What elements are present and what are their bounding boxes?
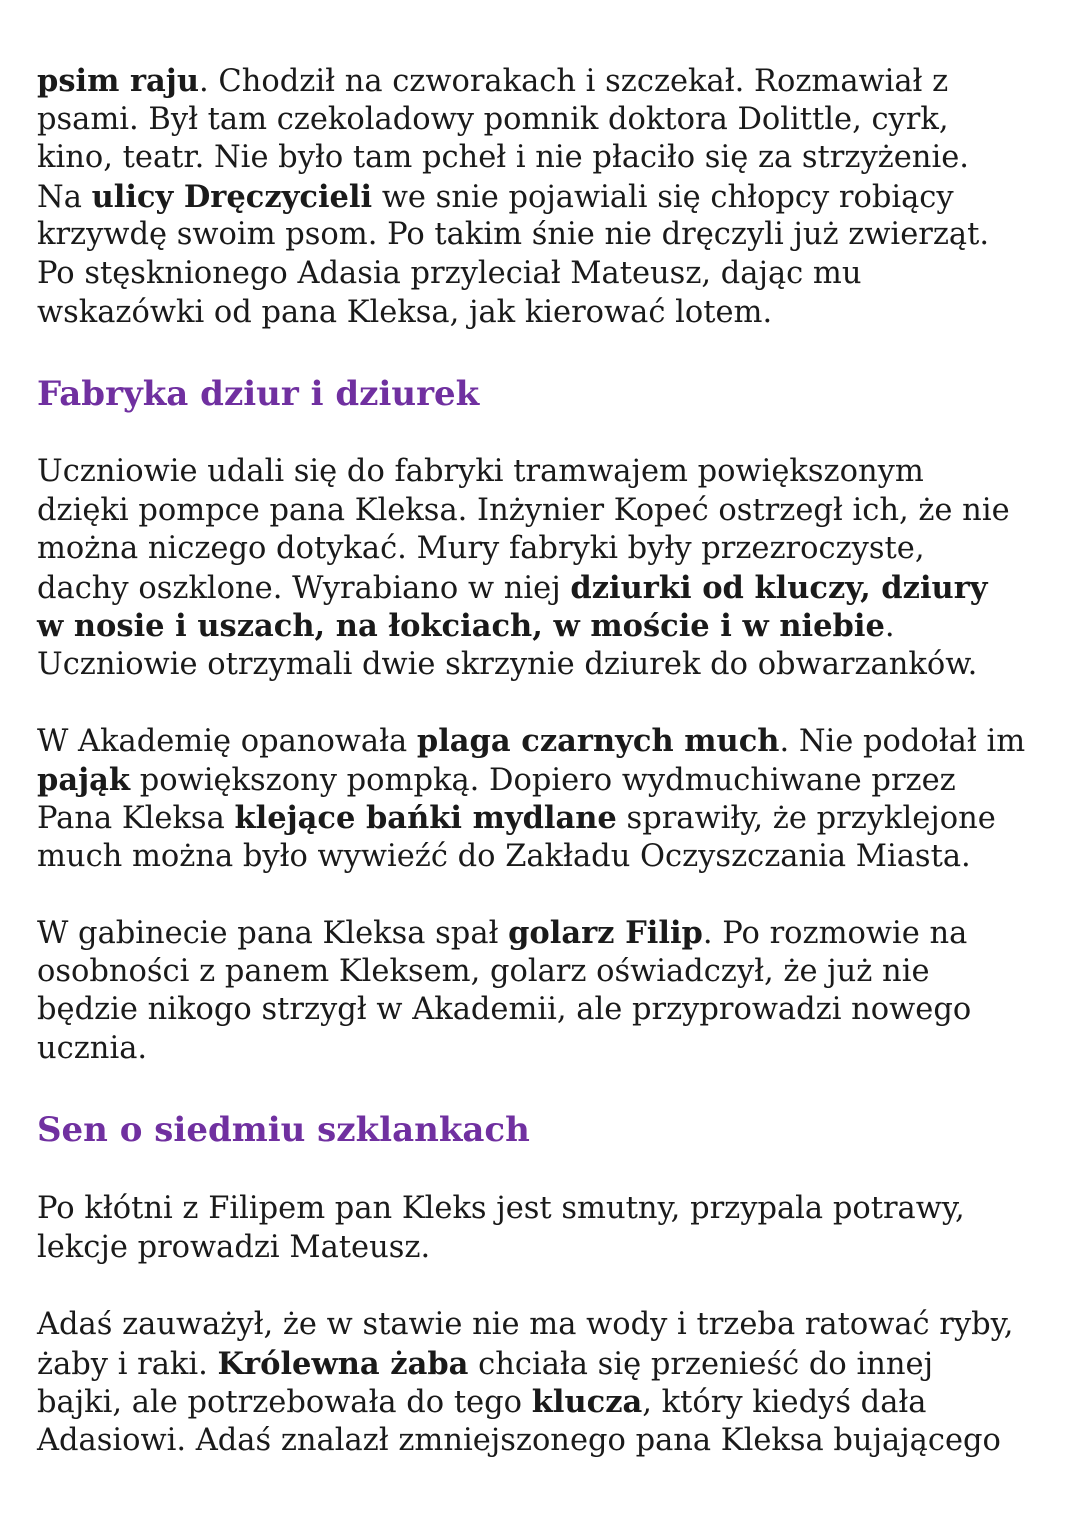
text-line bbox=[37, 294, 989, 333]
text-run: Adaś zauważył, że w stawie nie ma wody i trzeba ratować ryby, bbox=[37, 1307, 1014, 1342]
text-run: . Nie podołał im bbox=[779, 724, 1026, 759]
paragraph-quarrel bbox=[37, 1190, 965, 1267]
paragraph-factory-visit bbox=[37, 453, 1010, 685]
bold-phrase: w nosie i uszach, na łokciach, w moście i w niebie bbox=[37, 608, 885, 645]
text-line bbox=[37, 530, 1010, 569]
text-run: Po kłótni z Filipem pan Kleks jest smutny, przypala potrawy, bbox=[37, 1191, 965, 1226]
text-run: . Chodził na czworakach i szczekał. Rozmawiał z bbox=[199, 64, 949, 99]
bold-phrase: golarz Filip bbox=[508, 915, 703, 951]
bold-phrase: ulicy Dręczycieli bbox=[91, 178, 373, 215]
text-run: . Po rozmowie na bbox=[702, 916, 968, 951]
text-line bbox=[37, 1229, 965, 1268]
text-run: W Akademię opanowała bbox=[37, 724, 417, 759]
text-line bbox=[37, 761, 1025, 800]
text-run: Po stęsknionego Adasia przyleciał Mateusz, dając mu bbox=[37, 255, 862, 291]
paragraph-barber-filip bbox=[37, 914, 971, 1068]
text-run: much można było wywieźć do Zakładu Oczyszczania Miasta. bbox=[37, 838, 971, 874]
text-run: bajki, ale potrzebowała do tego bbox=[37, 1385, 532, 1421]
text-line bbox=[37, 62, 989, 101]
text-line bbox=[37, 569, 1010, 608]
bold-phrase: Królewna żaba bbox=[217, 1345, 469, 1382]
text-run: dachy oszklone. Wyrabiano w niej bbox=[37, 570, 571, 606]
paragraph-frog-princess bbox=[37, 1306, 1014, 1460]
text-run: osobności z panem Kleksem, golarz oświadczył, że już nie bbox=[37, 953, 930, 989]
text-line bbox=[37, 101, 989, 140]
text-run: Pana Kleksa bbox=[37, 801, 235, 837]
text-line bbox=[37, 255, 989, 294]
paragraph-black-flies bbox=[37, 722, 1025, 876]
text-run: kino, teatr. Nie było tam pcheł i nie płaciło się za strzyżenie. bbox=[37, 140, 969, 176]
text-run: Adasiowi. Adaś znalazł zmniejszonego pana Kleksa bujającego bbox=[37, 1422, 1001, 1458]
bold-phrase: klejące bańki mydlane bbox=[234, 800, 617, 837]
text-run: wskazówki od pana Kleksa, jak kierować lotem. bbox=[37, 294, 773, 330]
text-line bbox=[37, 1422, 1014, 1461]
text-line bbox=[37, 1030, 971, 1069]
text-line bbox=[37, 1306, 1014, 1345]
text-run: Na bbox=[37, 179, 92, 215]
text-line bbox=[37, 139, 989, 178]
text-run: lekcje prowadzi Mateusz. bbox=[37, 1229, 431, 1265]
paragraph-dog-paradise-dream bbox=[37, 62, 989, 332]
text-run: krzywdę swoim psom. Po takim śnie nie dręczyli już zwierząt. bbox=[37, 217, 990, 253]
text-line bbox=[37, 991, 971, 1030]
text-run: dzięki pompce pana Kleksa. Inżynier Kopeć ostrzegł ich, że nie bbox=[37, 492, 1010, 528]
text-run: Uczniowie otrzymali dwie skrzynie dziurek do obwarzanków. bbox=[37, 646, 978, 682]
text-line bbox=[37, 492, 1010, 531]
text-run: W gabinecie pana Kleksa spał bbox=[37, 916, 509, 951]
text-run: powiększony pompką. Dopiero wydmuchiwane przez bbox=[130, 762, 956, 798]
text-run: Uczniowie udali się do fabryki tramwajem powiększonym bbox=[37, 454, 924, 489]
text-line bbox=[37, 1345, 1014, 1384]
text-run: sprawiły, że przyklejone bbox=[616, 801, 996, 837]
text-run: można niczego dotykać. Mury fabryki były przezroczyste, bbox=[37, 531, 925, 567]
text-line bbox=[37, 799, 1025, 838]
bold-phrase: dziurki od kluczy, dziury bbox=[570, 569, 988, 606]
text-line bbox=[37, 178, 989, 217]
bold-phrase: psim raju bbox=[37, 63, 200, 99]
section-heading-factory: Fabryka dziur i dziurek bbox=[37, 374, 480, 414]
text-line bbox=[37, 453, 1010, 492]
text-run: żaby i raki. bbox=[37, 1346, 218, 1382]
text-line bbox=[37, 722, 1025, 761]
text-line bbox=[37, 216, 989, 255]
text-run: . bbox=[884, 609, 895, 645]
bold-phrase: plaga czarnych much bbox=[416, 723, 780, 759]
text-run: będzie nikogo strzygł w Akademii, ale przyprowadzi nowego bbox=[37, 992, 972, 1028]
text-line bbox=[37, 838, 1025, 877]
text-line bbox=[37, 1190, 965, 1229]
text-run: we snie pojawiali się chłopcy robiący bbox=[372, 179, 954, 215]
text-run: , który kiedyś dała bbox=[642, 1385, 927, 1421]
section-heading-seven-glasses: Sen o siedmiu szklankach bbox=[37, 1110, 530, 1150]
text-run: ucznia. bbox=[37, 1030, 148, 1066]
text-line bbox=[37, 953, 971, 992]
text-line bbox=[37, 646, 1010, 685]
text-line bbox=[37, 1383, 1014, 1422]
text-run: psami. Był tam czekoladowy pomnik doktora Dolittle, cyrk, bbox=[37, 101, 949, 137]
text-run: chciała się przenieść do innej bbox=[468, 1346, 934, 1382]
bold-phrase: klucza bbox=[531, 1384, 643, 1421]
bold-phrase: pająk bbox=[37, 761, 131, 798]
text-line bbox=[37, 914, 971, 953]
text-line bbox=[37, 607, 1010, 646]
